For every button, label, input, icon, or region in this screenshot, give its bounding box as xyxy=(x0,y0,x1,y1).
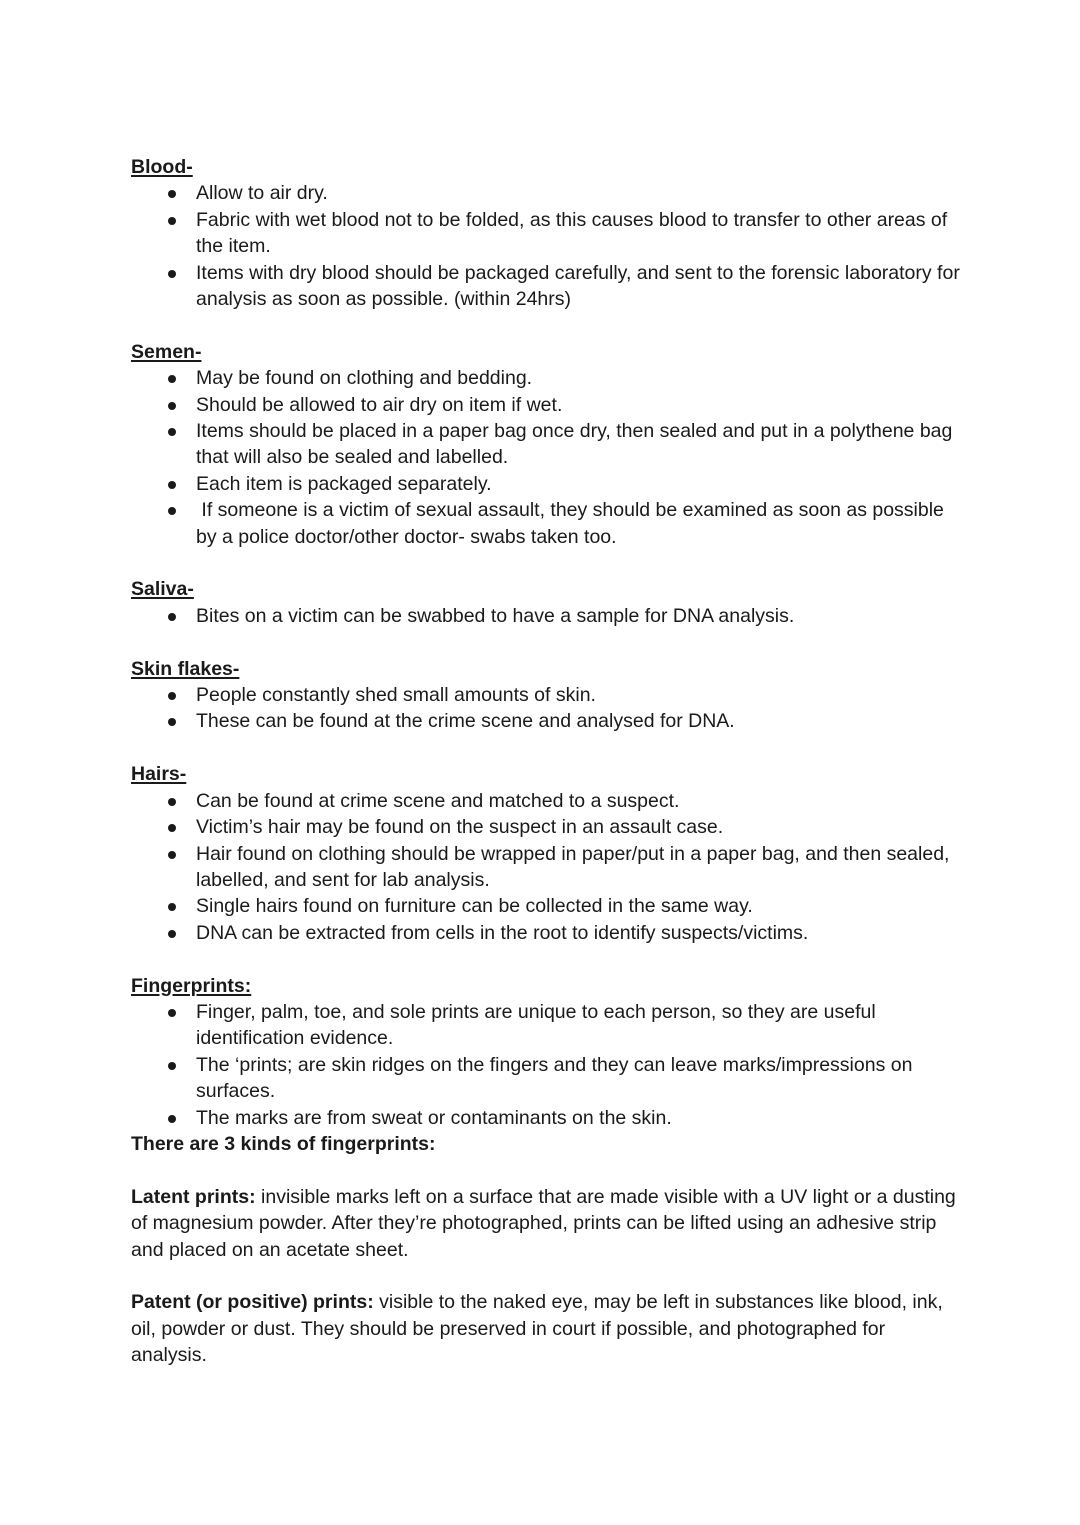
latent-prints-paragraph xyxy=(131,1184,961,1263)
heading-semen: Semen- xyxy=(131,340,202,363)
fingerprint-kinds-line: There are 3 kinds of fingerprints: xyxy=(131,1132,436,1155)
heading-saliva: Saliva- xyxy=(131,578,194,601)
list-item: Victim’s hair may be found on the suspect in an assault case. xyxy=(131,814,961,840)
list-item: The marks are from sweat or contaminants on the skin. xyxy=(131,1105,961,1131)
list-item: Can be found at crime scene and matched to a suspect. xyxy=(131,788,961,814)
list-item: Should be allowed to air dry on item if wet. xyxy=(131,392,961,418)
semen-list xyxy=(131,365,961,550)
list-item: Items should be placed in a paper bag once dry, then sealed and put in a polythene bag that will also be sealed and labelled. xyxy=(131,418,961,471)
section-semen xyxy=(131,339,961,550)
patent-prints-term: Patent (or positive) prints: xyxy=(131,1291,374,1314)
list-item: These can be found at the crime scene and analysed for DNA. xyxy=(131,708,961,734)
list-item: Items with dry blood should be packaged carefully, and sent to the forensic laboratory for analysis as soon as possible. (within 24hrs) xyxy=(131,260,961,313)
latent-prints-text: invisible marks left on a surface that are made visible with a UV light or a dusting of magnesium powder. After they’re photographed, prints can be lifted using an adhesive strip and placed on an acetate sheet. xyxy=(131,1185,956,1261)
list-item: Bites on a victim can be swabbed to have a sample for DNA analysis. xyxy=(131,603,961,629)
patent-prints-text: visible to the naked eye, may be left in substances like blood, ink, oil, powder or dust. They should be preserved in court if possible, and photographed for analysis. xyxy=(131,1291,943,1367)
section-saliva xyxy=(131,576,961,629)
section-blood xyxy=(131,154,961,312)
heading-skin-flakes: Skin flakes- xyxy=(131,657,240,680)
heading-fingerprints: Fingerprints: xyxy=(131,974,252,997)
list-item: The ‘prints; are skin ridges on the fingers and they can leave marks/impressions on surfaces. xyxy=(131,1052,961,1105)
list-item: Finger, palm, toe, and sole prints are unique to each person, so they are useful identification evidence. xyxy=(131,999,961,1052)
document-page xyxy=(131,154,961,1369)
list-item: Each item is packaged separately. xyxy=(131,471,961,497)
section-skin-flakes xyxy=(131,656,961,735)
list-item: Single hairs found on furniture can be collected in the same way. xyxy=(131,893,961,919)
saliva-list xyxy=(131,603,961,629)
list-item: People constantly shed small amounts of skin. xyxy=(131,682,961,708)
list-item: Hair found on clothing should be wrapped in paper/put in a paper bag, and then sealed, labelled, and sent for lab analysis. xyxy=(131,841,961,894)
fingerprints-list xyxy=(131,999,961,1131)
list-item: May be found on clothing and bedding. xyxy=(131,365,961,391)
list-item: DNA can be extracted from cells in the root to identify suspects/victims. xyxy=(131,920,961,946)
list-item: Fabric with wet blood not to be folded, as this causes blood to transfer to other areas of the item. xyxy=(131,207,961,260)
section-hairs xyxy=(131,761,961,946)
patent-prints-paragraph xyxy=(131,1289,961,1368)
list-item: If someone is a victim of sexual assault, they should be examined as soon as possible by a police doctor/other doctor- swabs taken too. xyxy=(131,497,961,550)
hairs-list xyxy=(131,788,961,946)
section-fingerprints xyxy=(131,973,961,1158)
skin-list xyxy=(131,682,961,735)
latent-prints-term: Latent prints: xyxy=(131,1185,256,1208)
heading-blood: Blood- xyxy=(131,156,193,178)
list-item: Allow to air dry. xyxy=(131,180,961,206)
heading-hairs: Hairs- xyxy=(131,763,187,786)
blood-list xyxy=(131,180,961,312)
